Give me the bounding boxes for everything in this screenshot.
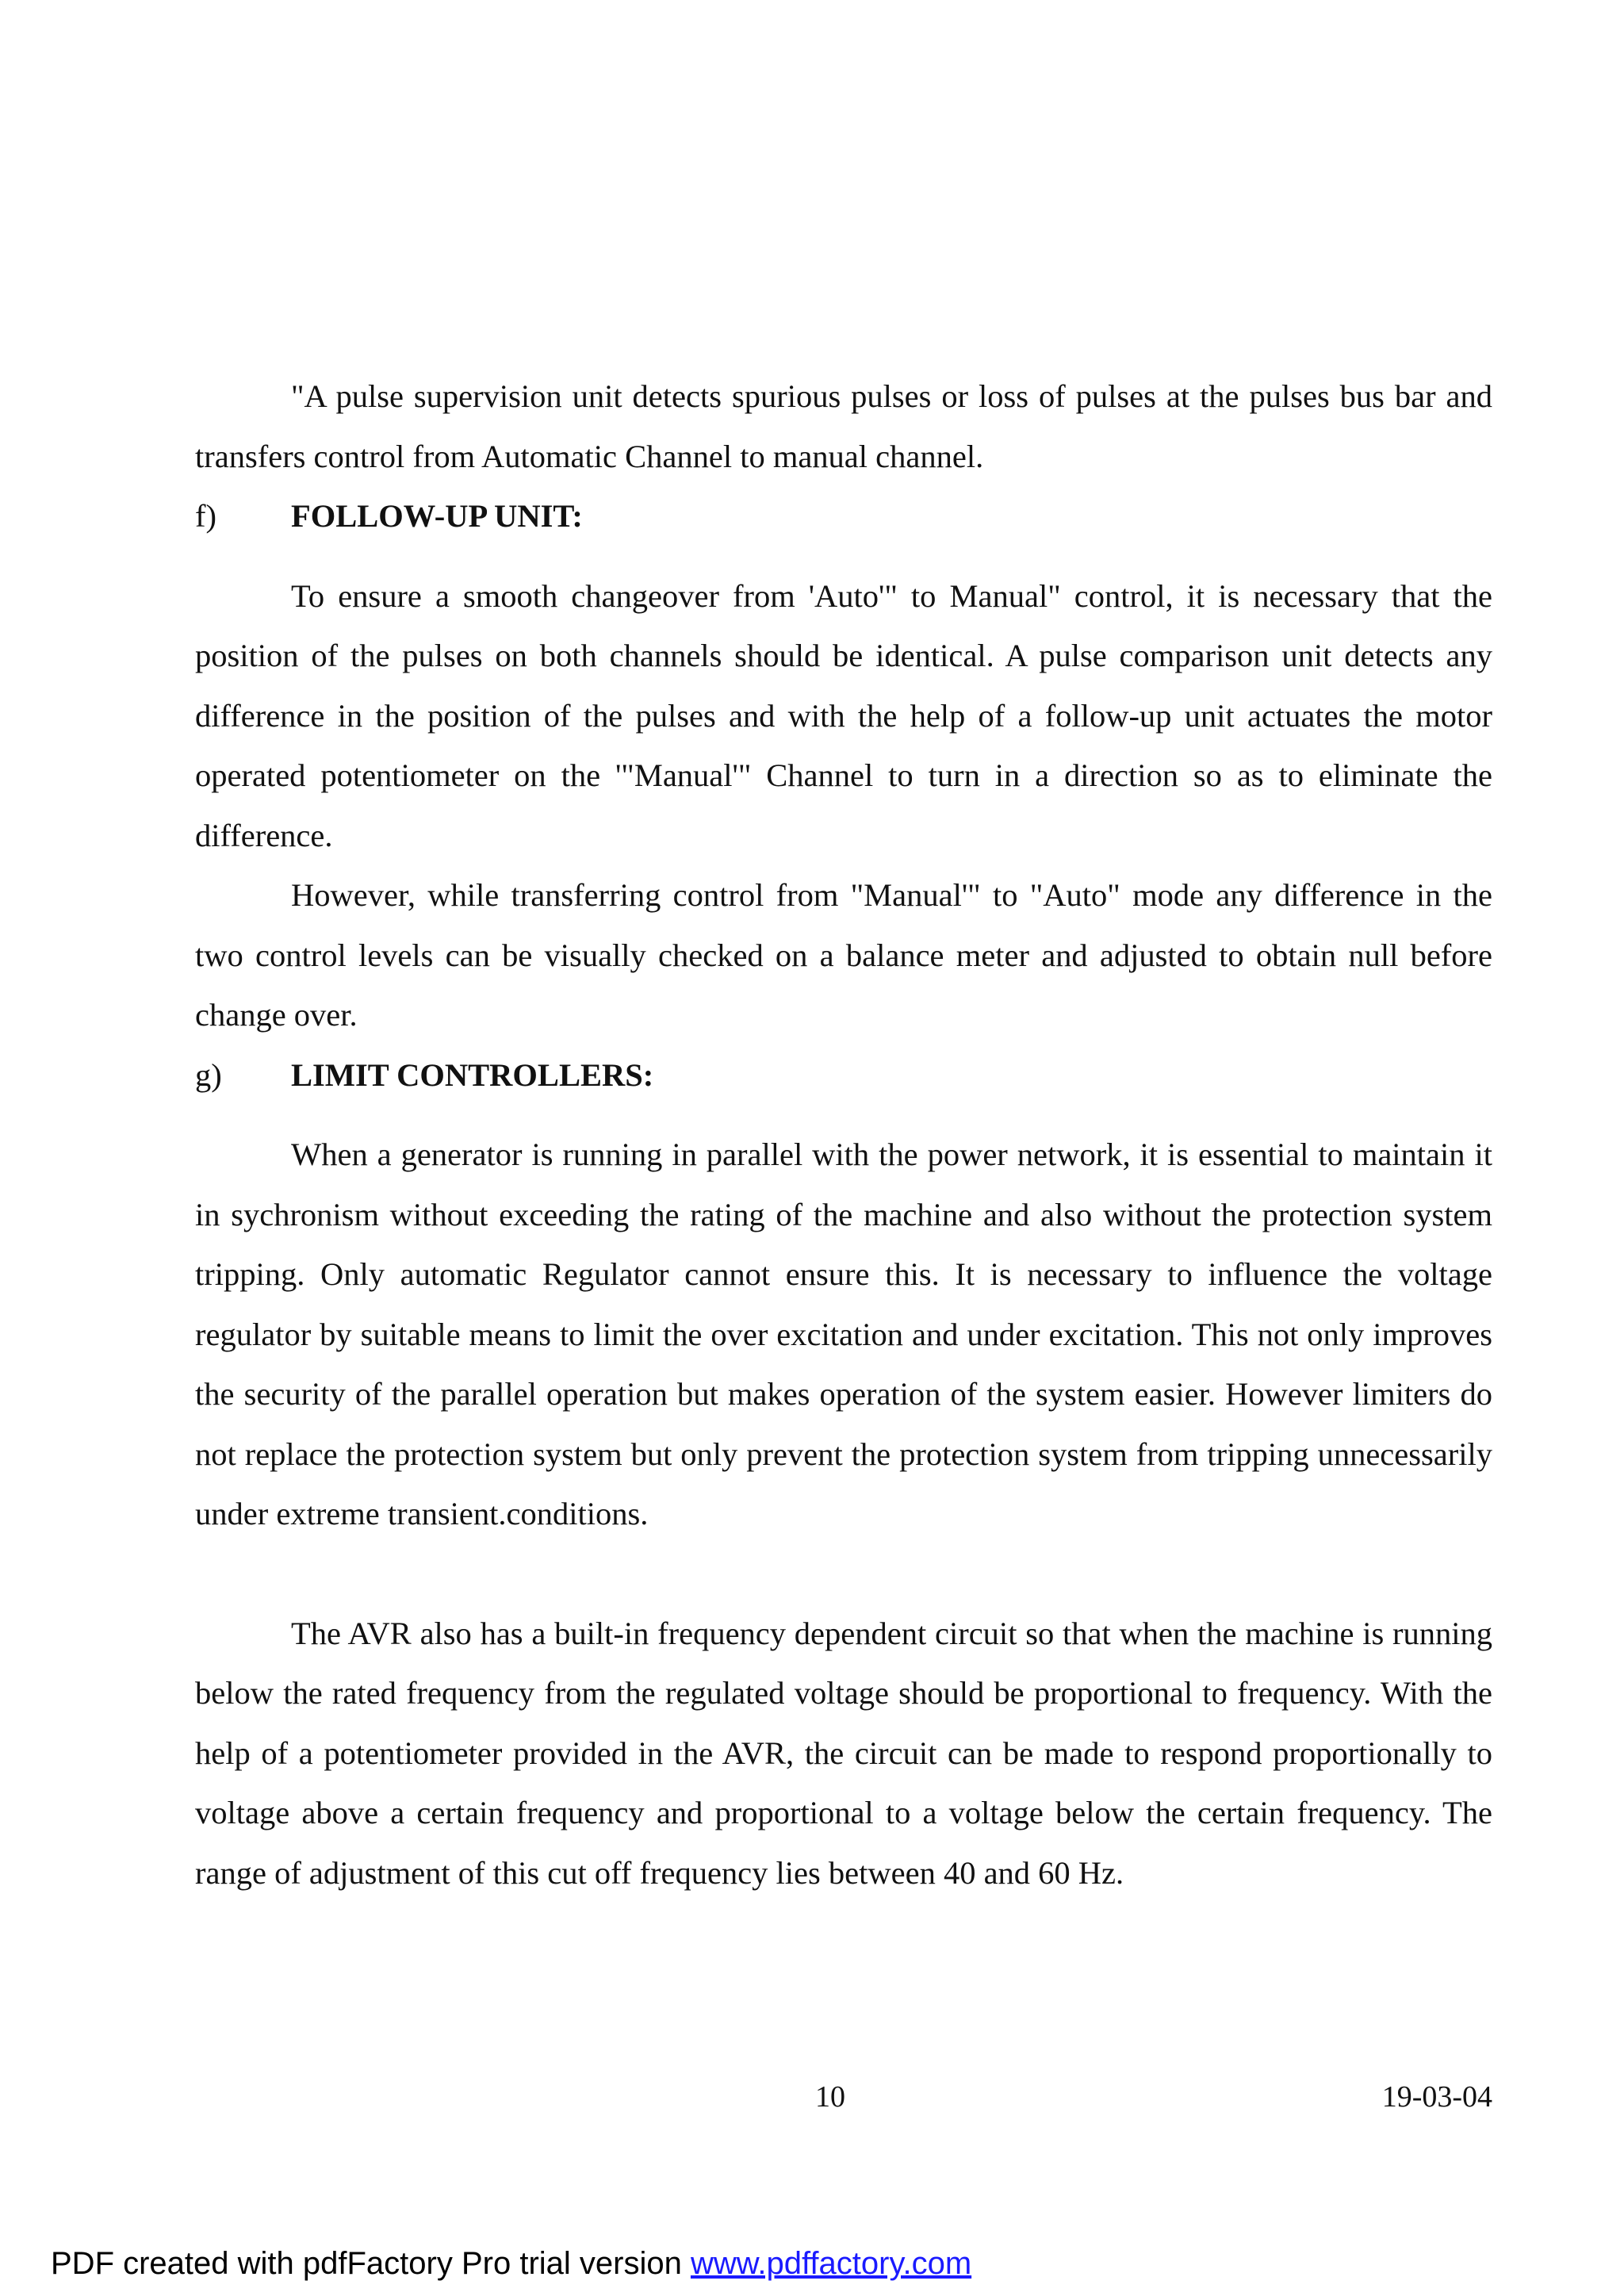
paragraph-generator-parallel: When a generator is running in parallel with the power network, it is essential to maintain it in sychronism without exceeding the rating of the machine and also without the protection system tripping. Only automatic Regulator cannot ensure this. It is necessary to influence the voltage regulator by suitable means to limit the over excitation and under excitation. This not only improves the security of the parallel operation but makes operation of the system easier. However limiters do not replace the protection system but only prevent the protection system from tripping unnecessarily under extreme transient.conditions. (195, 1137, 1492, 1531)
section-title-limit-controllers: LIMIT CONTROLLERS: (291, 1056, 654, 1093)
pdf-watermark (51, 2246, 971, 2282)
paragraph-avr-frequency: The AVR also has a built-in frequency dependent circuit so that when the machine is running below the rated frequency from the regulated voltage should be proportional to frequency. With the help of a potentiometer provided in the AVR, the circuit can be made to respond proportionally to voltage above a certain frequency and proportional to a voltage below the certain frequency. The range of adjustment of this cut off frequency lies between 40 and 60 Hz. (195, 1615, 1492, 1891)
section-heading-follow-up (195, 486, 1492, 546)
spacer (195, 546, 1492, 566)
spacer (195, 1105, 1492, 1125)
footer-date: 19-03-04 (1381, 2080, 1492, 2114)
page-number: 10 (815, 2080, 845, 2114)
section-heading-limit-controllers (195, 1045, 1492, 1106)
page-content (195, 366, 1492, 1903)
watermark-text: PDF created with pdfFactory Pro trial version (51, 2246, 691, 2281)
paragraph-smooth-changeover: To ensure a smooth changeover from 'Auto'" to Manual" control, it is necessary that the position of the pulses on both channels should be identical. A pulse comparison unit detects any difference in the position of the pulses and with the help of a follow-up unit actuates the motor operated potentiometer on the '"Manual'" Channel to turn in a direction so as to eliminate the difference. (195, 577, 1492, 853)
pdffactory-link[interactable]: www.pdffactory.com (690, 2246, 972, 2281)
section-letter-f: f) (195, 498, 216, 534)
section-letter-g: g) (195, 1056, 222, 1093)
paragraph-manual-to-auto: However, while transferring control from "Manual'" to "Auto" mode any difference in the two control levels can be visually checked on a balance meter and adjusted to obtain null before change over. (195, 877, 1492, 1033)
paragraph-pulse-supervision: "A pulse supervision unit detects spurious pulses or loss of pulses at the pulses bus bar and transfers control from Automatic Channel to manual channel. (195, 378, 1492, 474)
spacer (195, 1544, 1492, 1604)
section-title-follow-up: FOLLOW-UP UNIT: (291, 498, 583, 534)
